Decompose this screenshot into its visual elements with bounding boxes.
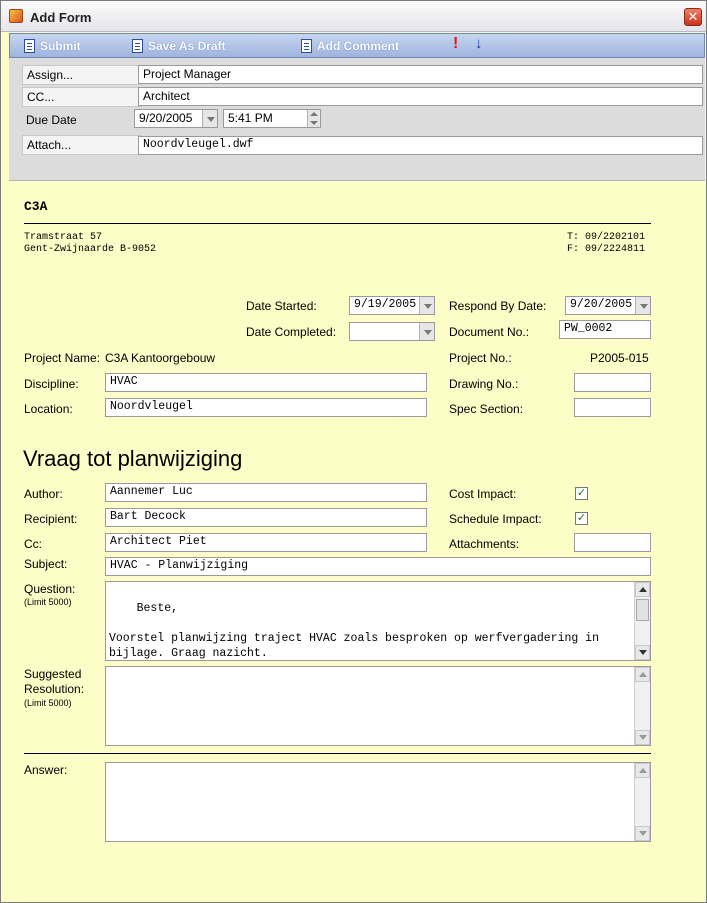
company-phone: T: 09/2202101 [567, 232, 646, 243]
add-comment-button[interactable] [301, 37, 399, 55]
form-cc-label: Cc: [24, 537, 42, 551]
suggested-label-line-2: Resolution: [24, 682, 85, 696]
assign-button[interactable]: Assign... [22, 65, 142, 85]
company-name: C3A [24, 199, 48, 214]
question-label: Question: [24, 582, 76, 596]
question-textarea[interactable] [105, 581, 651, 661]
document-no-label: Document No.: [449, 325, 530, 339]
form-cc-field[interactable]: Architect Piet [105, 533, 427, 552]
high-priority-icon[interactable]: ! [453, 35, 459, 52]
drawing-no-label: Drawing No.: [449, 377, 519, 391]
spinner-arrows-icon[interactable] [307, 110, 320, 127]
submit-label: Submit [40, 39, 81, 53]
spec-section-field[interactable] [574, 398, 651, 417]
location-field[interactable]: Noordvleugel [105, 398, 427, 417]
drawing-no-field[interactable] [574, 373, 651, 392]
scroll-up-icon[interactable] [635, 582, 650, 597]
due-time-value: 5:41 PM [228, 111, 273, 125]
due-date-value: 9/20/2005 [139, 111, 193, 125]
document-icon [132, 39, 143, 53]
schedule-impact-label: Schedule Impact: [449, 512, 542, 526]
form-heading: Vraag tot planwijziging [23, 446, 243, 471]
respond-by-value: 9/20/2005 [570, 298, 633, 311]
comment-icon [301, 39, 312, 53]
respond-by-label: Respond By Date: [449, 299, 547, 313]
cost-impact-checkbox[interactable]: ✓ [576, 487, 587, 499]
dropdown-arrow-icon[interactable] [419, 297, 434, 314]
company-fax: F: 09/2224811 [567, 244, 646, 255]
question-scrollbar[interactable] [634, 582, 650, 660]
due-date-label: Due Date [26, 113, 77, 127]
discipline-label: Discipline: [24, 377, 79, 391]
recipient-field[interactable]: Bart Decock [105, 508, 427, 527]
spec-section-label: Spec Section: [449, 402, 524, 416]
project-name-label: Project Name: [24, 351, 101, 365]
routing-panel [9, 58, 705, 181]
due-time-spinner[interactable] [223, 109, 321, 128]
project-name-value: C3A Kantoorgebouw [105, 351, 216, 365]
save-draft-label: Save As Draft [148, 39, 226, 53]
dropdown-arrow-icon[interactable] [635, 297, 650, 314]
title-bar [1, 1, 706, 32]
cc-field[interactable]: Architect [138, 87, 703, 106]
scroll-up-icon[interactable] [635, 763, 650, 778]
question-text: Beste, Voorstel planwijzing traject HVAC zoals besproken op werfvergadering in bijlage. Graag nazicht. [109, 602, 599, 660]
company-address-1: Tramstraat 57 [24, 232, 103, 243]
low-priority-icon[interactable]: ↓ [475, 35, 483, 52]
date-completed-picker[interactable] [349, 322, 435, 341]
answer-scrollbar[interactable] [634, 763, 650, 841]
scroll-thumb[interactable] [636, 599, 649, 621]
scroll-down-icon[interactable] [635, 730, 650, 745]
project-no-value: P2005-015 [590, 351, 649, 365]
date-completed-label: Date Completed: [246, 325, 337, 339]
submit-button[interactable] [24, 37, 81, 55]
scroll-down-icon[interactable] [635, 826, 650, 841]
date-started-label: Date Started: [246, 299, 317, 313]
question-limit-label: (Limit 5000) [24, 597, 72, 607]
dropdown-arrow-icon[interactable] [202, 110, 217, 127]
attachments-label: Attachments: [449, 537, 520, 551]
respond-by-picker[interactable] [565, 296, 651, 315]
window-title: Add Form [30, 10, 92, 25]
header-divider [24, 223, 651, 224]
answer-label: Answer: [24, 763, 68, 777]
document-icon [24, 39, 35, 53]
dropdown-arrow-icon[interactable] [419, 323, 434, 340]
answer-textarea[interactable] [105, 762, 651, 842]
attachment-field[interactable]: Noordvleugel.dwf [138, 136, 703, 155]
save-draft-button[interactable] [132, 37, 226, 55]
scroll-up-icon[interactable] [635, 667, 650, 682]
attachments-field[interactable] [574, 533, 651, 552]
schedule-impact-checkbox[interactable]: ✓ [576, 512, 587, 524]
suggested-scrollbar[interactable] [634, 667, 650, 745]
discipline-field[interactable]: HVAC [105, 373, 427, 392]
project-no-label: Project No.: [449, 351, 512, 365]
location-label: Location: [24, 402, 73, 416]
company-address-2: Gent-Zwijnaarde B-9052 [24, 244, 157, 255]
date-started-picker[interactable] [349, 296, 435, 315]
suggested-resolution-textarea[interactable] [105, 666, 651, 746]
date-started-value: 9/19/2005 [354, 298, 417, 311]
recipient-label: Recipient: [24, 512, 78, 526]
due-date-picker[interactable] [134, 109, 218, 128]
add-comment-label: Add Comment [317, 39, 399, 53]
subject-field[interactable]: HVAC - Planwijziging [105, 557, 651, 576]
answer-divider [24, 753, 651, 754]
app-icon [9, 9, 23, 23]
cost-impact-label: Cost Impact: [449, 487, 517, 501]
author-field[interactable]: Aannemer Luc [105, 483, 427, 502]
author-label: Author: [24, 487, 63, 501]
suggested-limit-label: (Limit 5000) [24, 698, 72, 708]
scroll-down-icon[interactable] [635, 645, 650, 660]
document-no-field[interactable]: PW_0002 [559, 320, 651, 339]
subject-label: Subject: [24, 557, 68, 571]
assign-field[interactable]: Project Manager [138, 65, 703, 84]
cc-button[interactable]: CC... [22, 87, 142, 107]
toolbar [9, 33, 705, 58]
suggested-label-line-1: Suggested [24, 667, 82, 681]
attach-button[interactable]: Attach... [22, 135, 142, 155]
close-button[interactable]: ✕ [684, 8, 702, 26]
